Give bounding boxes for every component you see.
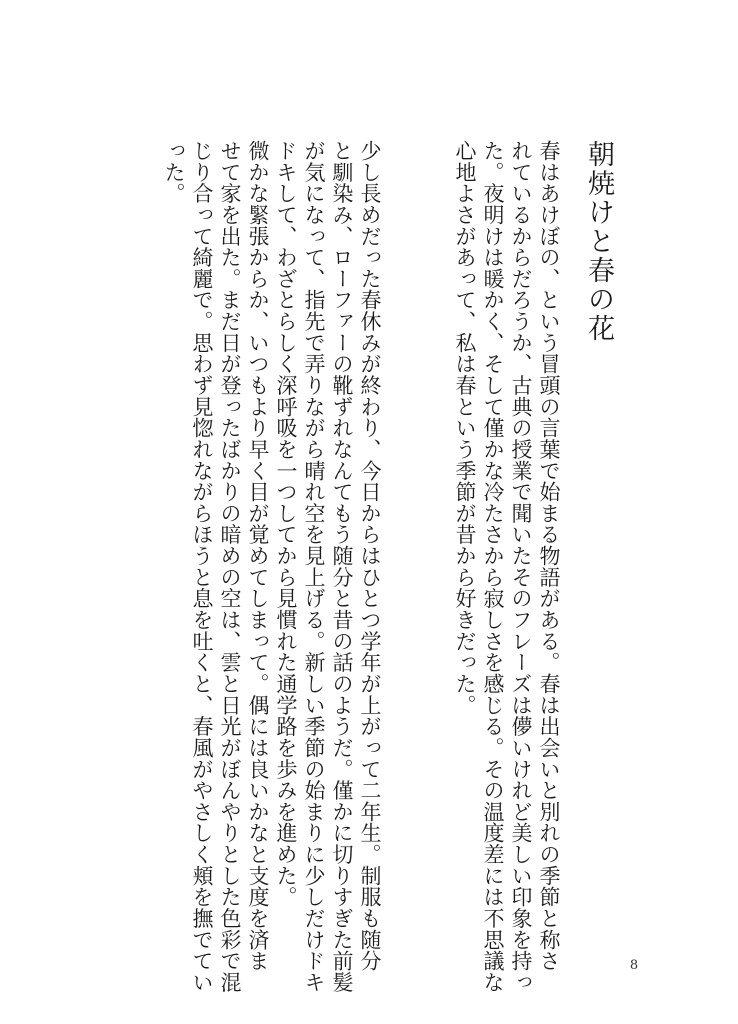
chapter-title: 朝焼けと春の花 bbox=[583, 140, 614, 343]
text-line: 微かな緊張からか、いつもより早く目が覚めてしまって。偶には良いかなと支度を済ま bbox=[246, 140, 270, 972]
text-line: た。夜明けは暖かく、そして僅かな冷たさから寂しさを感じる。その温度差には不思議な bbox=[481, 140, 505, 993]
page-number: 8 bbox=[629, 958, 639, 973]
text-line: った。 bbox=[162, 140, 186, 204]
text-line: 春はあけぼの、という冒頭の言葉で始まる物語がある。春は出会いと別れの季節と称さ bbox=[537, 140, 561, 972]
text-line: 少し長めだった春休みが終わり、今日からはひとつ学年が上がって二年生。制服も随分 bbox=[358, 140, 382, 972]
text-line: じり合って綺麗で。思わず見惚れながらほうと息を吐くと、春風がやさしく頬を撫でてい bbox=[190, 140, 214, 993]
paragraph-1 bbox=[423, 140, 563, 993]
text-line: が気になって、指先で弄りながら晴れ空を見上げる。新しい季節の始まりに少しだけドキ bbox=[302, 140, 326, 993]
text-line: 心地よさがあって、私は春という季節が昔から好きだった。 bbox=[453, 140, 477, 716]
text-line: せて家を出た。まだ日が登ったばかりの暗めの空は、雲と日光がぼんやりとした色彩で混 bbox=[218, 140, 242, 993]
paragraph-2 bbox=[144, 140, 384, 993]
text-line: と馴染み、ローファーの靴ずれなんてもう随分と昔の話のようだ。僅かに切りすぎた前髪 bbox=[330, 140, 354, 993]
text-line: ドキして、わざとらしく深呼吸を一つしてから見慣れた通学路を歩みを進めた。 bbox=[274, 140, 298, 908]
text-line: れているからだろうか、古典の授業で聞いたそのフレーズは儚いけれど美しい印象を持っ bbox=[509, 140, 533, 993]
